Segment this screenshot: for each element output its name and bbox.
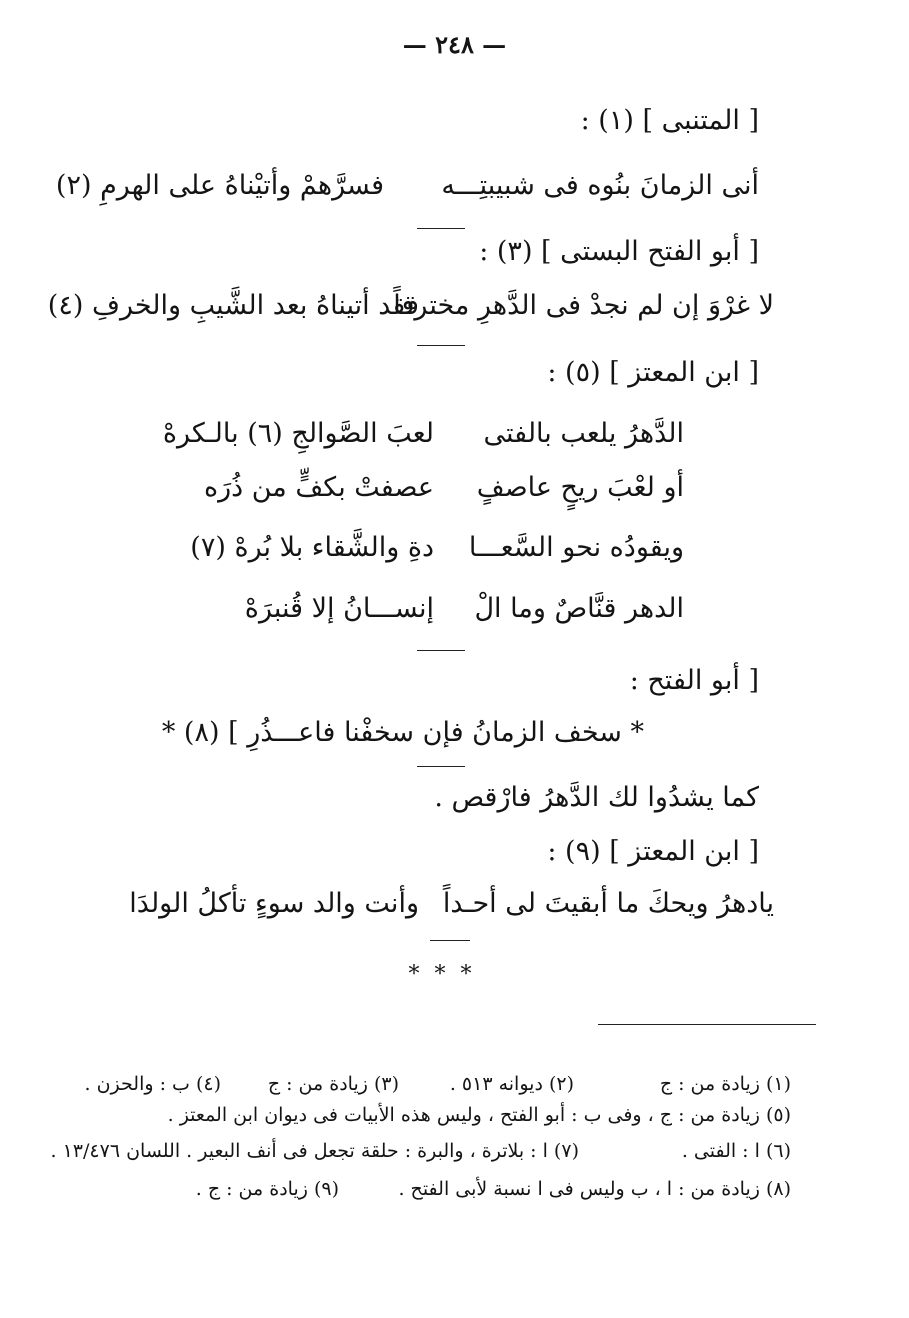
divider-rule xyxy=(417,345,465,346)
prose-line: كما يشدُوا لك الدَّهرُ فارْقص . xyxy=(434,782,759,813)
attribution-mutanabbi: [ المتنبى ] (١) : xyxy=(580,105,759,136)
footnote: (١) زيادة من : ج xyxy=(659,1073,791,1095)
verse-first-hemistich: الدهر قنَّاصٌ وما الْ xyxy=(474,593,684,624)
divider-rule xyxy=(430,940,470,941)
attribution-ibn-al-mutazz: [ ابن المعتز ] (٥) : xyxy=(547,357,759,388)
verse-second-hemistich: دةِ والشَّقاء بلا بُرهْ (٧) xyxy=(190,532,434,563)
verse-second-hemistich: إنســـانُ إلا قُنبرَهْ xyxy=(244,593,434,624)
verse-second-hemistich: لعبَ الصَّوالجِ (٦) بالـكرهْ xyxy=(162,418,434,449)
divider-rule xyxy=(417,228,465,229)
verse-first-hemistich: أنى الزمانَ بنُوه فى شبيبتِـــه xyxy=(441,170,759,201)
page-number: — ٢٤٨ — xyxy=(402,30,507,59)
attribution-ibn-al-mutazz: [ ابن المعتز ] (٩) : xyxy=(547,836,759,867)
footnote: (٣) زيادة من : ج xyxy=(267,1073,399,1095)
divider-rule xyxy=(417,766,465,767)
verse-single-line: * سخف الزمانُ فإن سخفْنا فاعـــذُرِ ] (٨) * xyxy=(161,717,644,748)
verse-first-hemistich: لا غرْوَ إن لم نجدْ فى الدَّهرِ مخترفاً xyxy=(393,290,774,321)
attribution-abu-al-fath: [ أبو الفتح : xyxy=(629,665,759,696)
verse-second-hemistich: فسرَّهمْ وأتيْناهُ على الهرمِ (٢) xyxy=(55,170,384,201)
attribution-abu-al-fath-albusti: [ أبو الفتح البستى ] (٣) : xyxy=(479,236,759,267)
verse-second-hemistich: عصفتْ بكفٍّ من ذُرَه xyxy=(203,472,434,503)
verse-first-hemistich: يادهرُ ويحكَ ما أبقيتَ لى أحـداً xyxy=(442,888,774,919)
verse-second-hemistich: وأنت والد سوءٍ تأكلُ الولدَا xyxy=(129,888,419,919)
footnote: (٤) ب : والحزن . xyxy=(84,1073,221,1095)
footnote: (٨) زيادة من : ا ، ب وليس فى ا نسبة لأبى الفتح . xyxy=(398,1178,791,1200)
verse-first-hemistich: أو لعْبَ ريحٍ عاصفٍ xyxy=(476,472,684,503)
footnote: (٥) زيادة من : ج ، وفى ب : أبو الفتح ، وليس هذه الأبيات فى ديوان ابن المعتز . xyxy=(167,1104,791,1126)
end-mark: * * * xyxy=(408,962,476,987)
verse-first-hemistich: ويقودُه نحو السَّعـــا xyxy=(468,532,684,563)
footnote: (٢) ديوانه ٥١٣ . xyxy=(449,1073,574,1095)
footnote-separator xyxy=(598,1024,816,1025)
footnote: (٦) ا : الفتى . xyxy=(681,1140,791,1162)
verse-first-hemistich: الدَّهرُ يلعب بالفتى xyxy=(483,418,684,449)
footnote: (٩) زيادة من : ج . xyxy=(195,1178,339,1200)
footnote: (٧) ا : بلاترة ، والبرة : حلقة تجعل فى أنف البعير . اللسان ١٣/٤٧٦ . xyxy=(50,1140,579,1162)
verse-second-hemistich: فقد أتيناهُ بعد الشَّيبِ والخرفِ (٤) xyxy=(47,290,419,321)
divider-rule xyxy=(417,650,465,651)
